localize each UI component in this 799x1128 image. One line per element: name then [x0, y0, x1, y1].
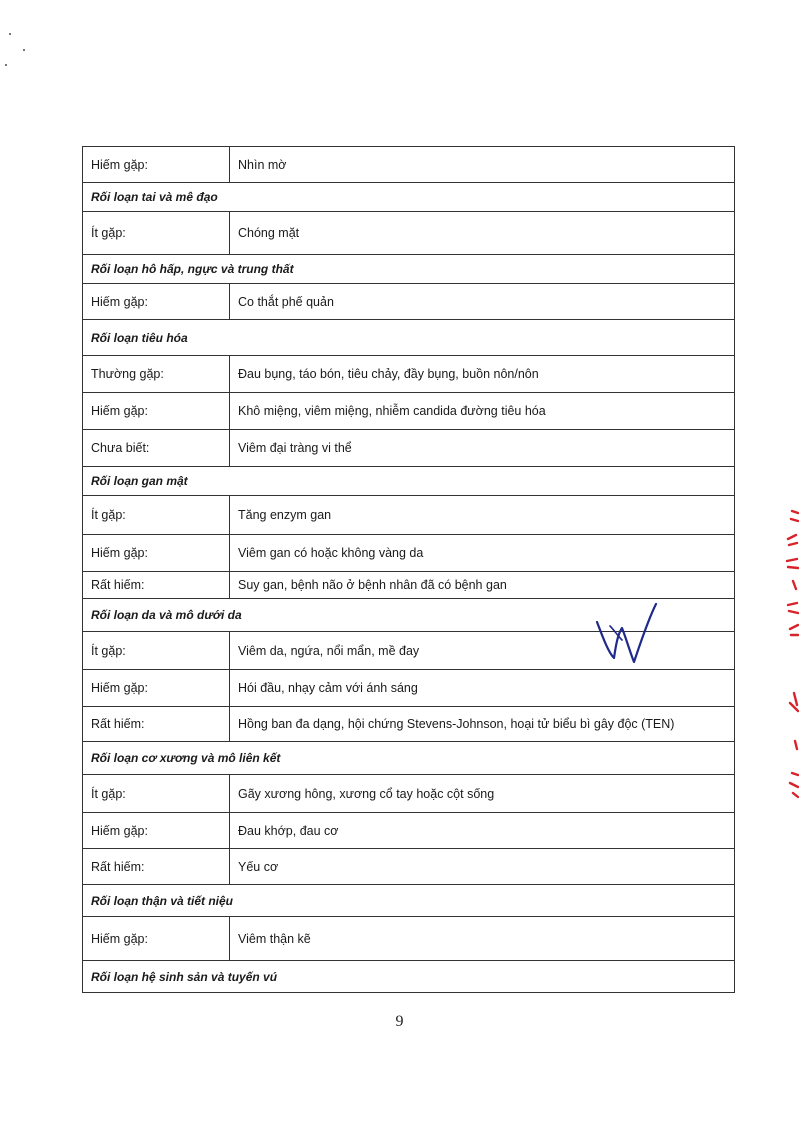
frequency-cell: Hiếm gặp:	[83, 284, 230, 320]
table-row	[83, 849, 735, 885]
section-header-row	[83, 467, 735, 496]
table-row	[83, 707, 735, 742]
section-title: Rối loạn da và mô dưới da	[83, 599, 735, 632]
section-header-row	[83, 961, 735, 993]
frequency-cell: Ít gặp:	[83, 212, 230, 255]
table-row	[83, 535, 735, 572]
section-header-row	[83, 885, 735, 917]
section-header-row	[83, 742, 735, 775]
effect-cell: Nhìn mờ	[230, 147, 735, 183]
frequency-cell: Hiếm gặp:	[83, 670, 230, 707]
table-row	[83, 284, 735, 320]
section-title: Rối loạn thận và tiết niệu	[83, 885, 735, 917]
frequency-cell: Chưa biết:	[83, 430, 230, 467]
table-row	[83, 393, 735, 430]
section-title: Rối loạn tai và mê đạo	[83, 183, 735, 212]
effect-cell: Co thắt phế quản	[230, 284, 735, 320]
red-stamp-fragment	[778, 505, 799, 805]
table-row	[83, 917, 735, 961]
effect-cell: Viêm thận kẽ	[230, 917, 735, 961]
section-title: Rối loạn hô hấp, ngực và trung thất	[83, 255, 735, 284]
section-title: Rối loạn tiêu hóa	[83, 320, 735, 356]
effect-cell: Gãy xương hông, xương cổ tay hoặc cột sống	[230, 775, 735, 813]
effect-cell: Đau bụng, táo bón, tiêu chảy, đầy bụng, buồn nôn/nôn	[230, 356, 735, 393]
table-row	[83, 430, 735, 467]
frequency-cell: Rất hiếm:	[83, 572, 230, 599]
section-title: Rối loạn cơ xương và mô liên kết	[83, 742, 735, 775]
section-header-row	[83, 183, 735, 212]
table-row	[83, 356, 735, 393]
effect-cell: Chóng mặt	[230, 212, 735, 255]
section-title: Rối loạn hệ sinh sản và tuyến vú	[83, 961, 735, 993]
table-row	[83, 212, 735, 255]
effect-cell: Suy gan, bệnh não ở bệnh nhân đã có bệnh gan	[230, 572, 735, 599]
scan-speck	[9, 33, 11, 35]
frequency-cell: Hiếm gặp:	[83, 147, 230, 183]
adverse-effects-table	[82, 146, 735, 993]
scan-speck	[5, 64, 7, 66]
table-row	[83, 775, 735, 813]
effect-cell: Viêm gan có hoặc không vàng da	[230, 535, 735, 572]
effect-cell: Tăng enzym gan	[230, 496, 735, 535]
effect-cell: Hồng ban đa dạng, hội chứng Stevens-Johnson, hoại tử biểu bì gây độc (TEN)	[230, 707, 735, 742]
effect-cell: Yếu cơ	[230, 849, 735, 885]
frequency-cell: Thường gặp:	[83, 356, 230, 393]
frequency-cell: Hiếm gặp:	[83, 535, 230, 572]
scan-speck	[23, 49, 25, 51]
section-header-row	[83, 320, 735, 356]
frequency-cell: Hiếm gặp:	[83, 393, 230, 430]
signature-mark	[592, 600, 662, 670]
table-row	[83, 496, 735, 535]
section-title: Rối loạn gan mật	[83, 467, 735, 496]
table-body	[83, 147, 735, 993]
frequency-cell: Rất hiếm:	[83, 707, 230, 742]
effect-cell: Khô miệng, viêm miệng, nhiễm candida đường tiêu hóa	[230, 393, 735, 430]
frequency-cell: Ít gặp:	[83, 632, 230, 670]
frequency-cell: Ít gặp:	[83, 775, 230, 813]
table-row	[83, 147, 735, 183]
table-row	[83, 813, 735, 849]
table-row	[83, 572, 735, 599]
frequency-cell: Rất hiếm:	[83, 849, 230, 885]
frequency-cell: Ít gặp:	[83, 496, 230, 535]
frequency-cell: Hiếm gặp:	[83, 917, 230, 961]
effect-cell: Hói đầu, nhạy cảm với ánh sáng	[230, 670, 735, 707]
effect-cell: Viêm đại tràng vi thể	[230, 430, 735, 467]
table-row	[83, 670, 735, 707]
effect-cell: Viêm da, ngứa, nổi mẩn, mề đay	[230, 632, 735, 670]
effect-cell: Đau khớp, đau cơ	[230, 813, 735, 849]
frequency-cell: Hiếm gặp:	[83, 813, 230, 849]
section-header-row	[83, 255, 735, 284]
page-number: 9	[395, 1013, 404, 1030]
